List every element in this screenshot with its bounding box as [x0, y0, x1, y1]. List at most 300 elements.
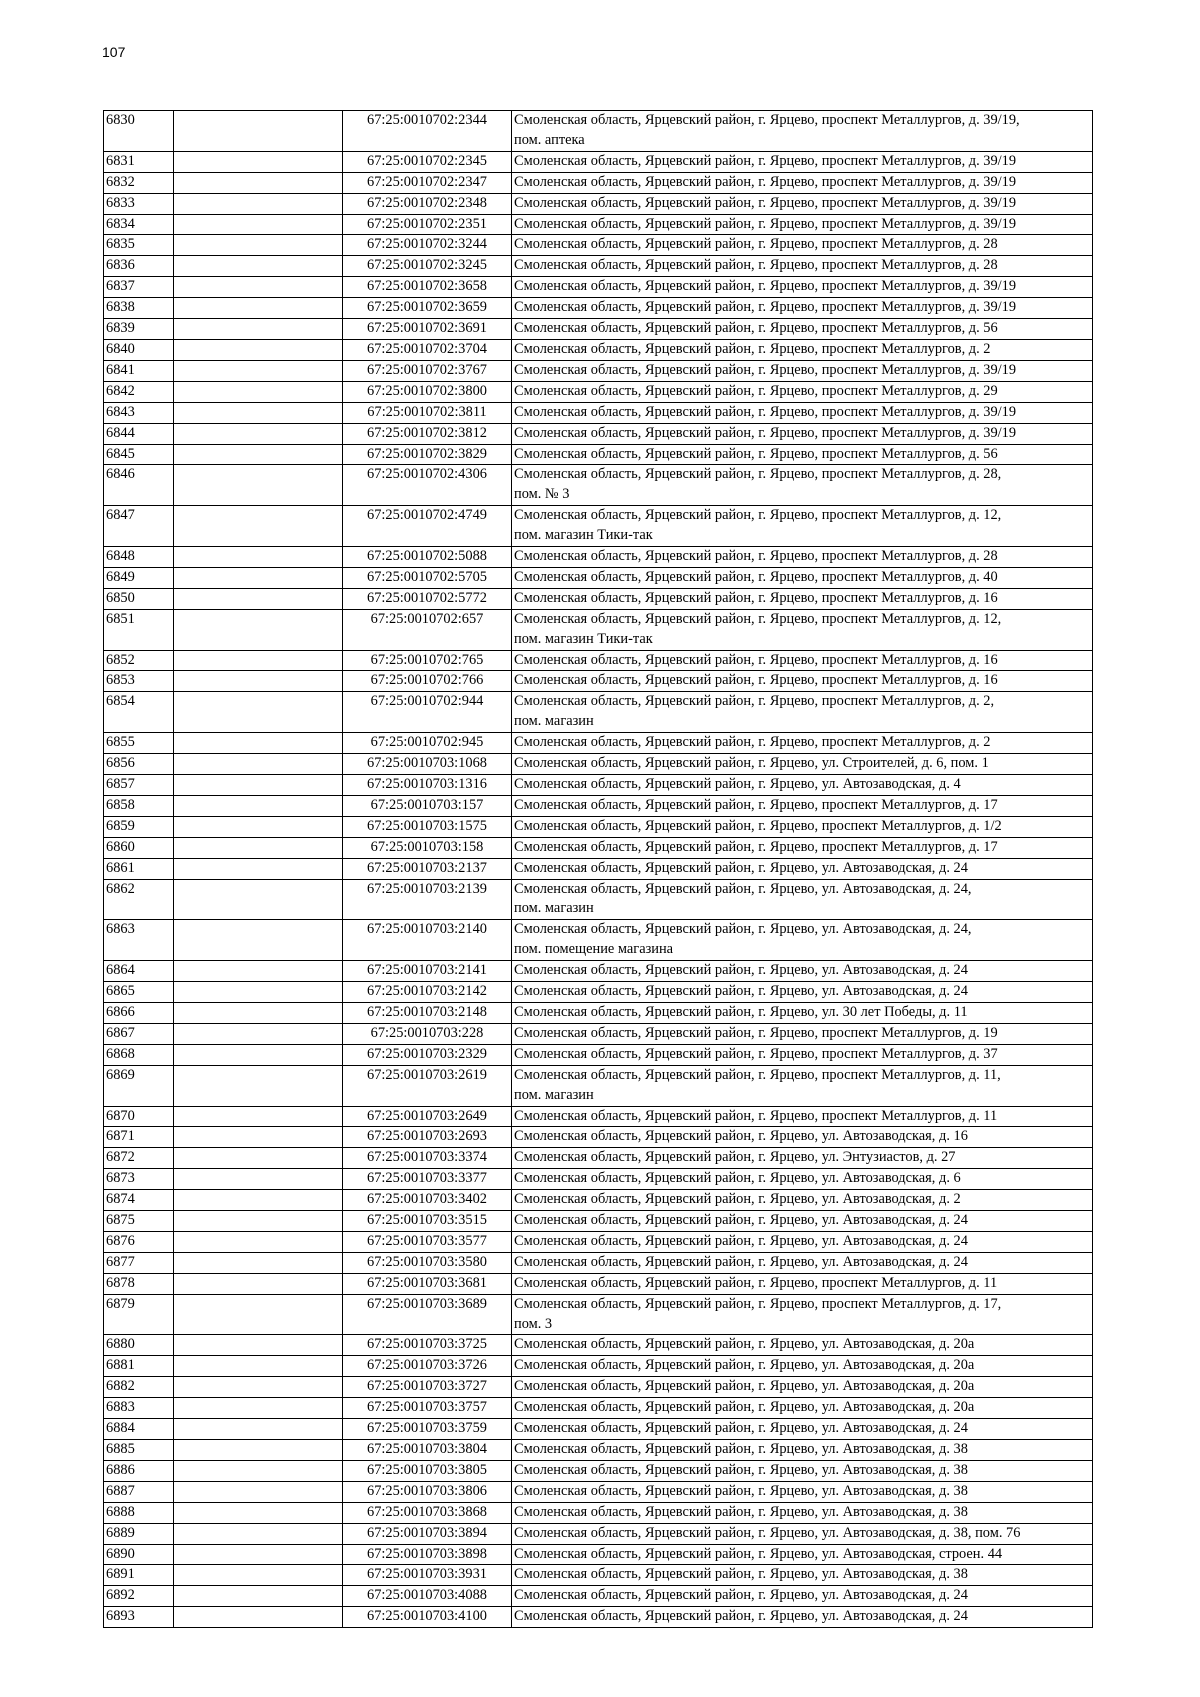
- address-cell: Смоленская область, Ярцевский район, г. Ярцево, проспект Металлургов, д. 17: [512, 837, 1093, 858]
- table-row: [104, 1377, 1093, 1398]
- empty-cell: [174, 1231, 343, 1252]
- row-number-cell: 6890: [104, 1544, 174, 1565]
- table-row: [104, 1211, 1093, 1232]
- cadastral-number-cell: 67:25:0010703:3689: [343, 1294, 512, 1335]
- table-row: [104, 1002, 1093, 1023]
- table-row: [104, 567, 1093, 588]
- row-number-cell: 6842: [104, 381, 174, 402]
- address-cell: Смоленская область, Ярцевский район, г. Ярцево, ул. Автозаводская, д. 20а: [512, 1335, 1093, 1356]
- address-cell: Смоленская область, Ярцевский район, г. Ярцево, проспект Металлургов, д. 28: [512, 235, 1093, 256]
- row-number-cell: 6834: [104, 214, 174, 235]
- row-number-cell: 6855: [104, 733, 174, 754]
- empty-cell: [174, 402, 343, 423]
- empty-cell: [174, 567, 343, 588]
- table-row: [104, 1460, 1093, 1481]
- address-cell: Смоленская область, Ярцевский район, г. Ярцево, ул. Автозаводская, д. 24: [512, 858, 1093, 879]
- address-cell: Смоленская область, Ярцевский район, г. Ярцево, проспект Металлургов, д. 39/19, пом. аптека: [512, 111, 1093, 152]
- row-number-cell: 6863: [104, 920, 174, 961]
- cadastral-number-cell: 67:25:0010702:3767: [343, 360, 512, 381]
- row-number-cell: 6876: [104, 1231, 174, 1252]
- cadastral-number-cell: 67:25:0010702:945: [343, 733, 512, 754]
- table-row: [104, 277, 1093, 298]
- row-number-cell: 6891: [104, 1565, 174, 1586]
- empty-cell: [174, 1419, 343, 1440]
- row-number-cell: 6878: [104, 1273, 174, 1294]
- cadastral-number-cell: 67:25:0010703:3377: [343, 1169, 512, 1190]
- row-number-cell: 6830: [104, 111, 174, 152]
- row-number-cell: 6887: [104, 1481, 174, 1502]
- cadastral-number-cell: 67:25:0010703:3577: [343, 1231, 512, 1252]
- address-cell: Смоленская область, Ярцевский район, г. Ярцево, ул. Автозаводская, д. 24: [512, 1211, 1093, 1232]
- address-cell: Смоленская область, Ярцевский район, г. Ярцево, проспект Металлургов, д. 12, пом. магазин Тики-так: [512, 506, 1093, 547]
- cadastral-number-cell: 67:25:0010702:5705: [343, 567, 512, 588]
- empty-cell: [174, 1106, 343, 1127]
- address-cell: Смоленская область, Ярцевский район, г. Ярцево, проспект Металлургов, д. 11, пом. магазин: [512, 1065, 1093, 1106]
- row-number-cell: 6841: [104, 360, 174, 381]
- table-row: [104, 214, 1093, 235]
- address-cell: Смоленская область, Ярцевский район, г. Ярцево, ул. Автозаводская, д. 24: [512, 1231, 1093, 1252]
- row-number-cell: 6872: [104, 1148, 174, 1169]
- table-row: [104, 1607, 1093, 1628]
- address-cell: Смоленская область, Ярцевский район, г. Ярцево, ул. Автозаводская, д. 38: [512, 1502, 1093, 1523]
- table-row: [104, 1169, 1093, 1190]
- table-row: [104, 1190, 1093, 1211]
- address-cell: Смоленская область, Ярцевский район, г. Ярцево, ул. 30 лет Победы, д. 11: [512, 1002, 1093, 1023]
- table-row: [104, 588, 1093, 609]
- cadastral-number-cell: 67:25:0010703:3898: [343, 1544, 512, 1565]
- row-number-cell: 6893: [104, 1607, 174, 1628]
- empty-cell: [174, 733, 343, 754]
- table-row: [104, 733, 1093, 754]
- address-cell: Смоленская область, Ярцевский район, г. Ярцево, ул. Автозаводская, д. 38: [512, 1481, 1093, 1502]
- cadastral-number-cell: 67:25:0010702:3811: [343, 402, 512, 423]
- table-row: [104, 1044, 1093, 1065]
- address-cell: Смоленская область, Ярцевский район, г. Ярцево, ул. Автозаводская, д. 4: [512, 775, 1093, 796]
- empty-cell: [174, 1460, 343, 1481]
- empty-cell: [174, 1127, 343, 1148]
- empty-cell: [174, 277, 343, 298]
- cadastral-number-cell: 67:25:0010703:3806: [343, 1481, 512, 1502]
- row-number-cell: 6862: [104, 879, 174, 920]
- row-number-cell: 6856: [104, 754, 174, 775]
- address-cell: Смоленская область, Ярцевский район, г. Ярцево, проспект Металлургов, д. 16: [512, 588, 1093, 609]
- row-number-cell: 6832: [104, 172, 174, 193]
- registry-table-body: [104, 111, 1093, 1628]
- address-cell: Смоленская область, Ярцевский район, г. Ярцево, проспект Металлургов, д. 29: [512, 381, 1093, 402]
- cadastral-number-cell: 67:25:0010703:1068: [343, 754, 512, 775]
- empty-cell: [174, 1294, 343, 1335]
- table-row: [104, 1231, 1093, 1252]
- address-cell: Смоленская область, Ярцевский район, г. Ярцево, ул. Автозаводская, д. 38: [512, 1440, 1093, 1461]
- table-row: [104, 982, 1093, 1003]
- empty-cell: [174, 444, 343, 465]
- table-row: [104, 1065, 1093, 1106]
- table-row: [104, 816, 1093, 837]
- address-cell: Смоленская область, Ярцевский район, г. Ярцево, ул. Автозаводская, д. 2: [512, 1190, 1093, 1211]
- cadastral-number-cell: 67:25:0010702:2347: [343, 172, 512, 193]
- cadastral-number-cell: 67:25:0010702:3244: [343, 235, 512, 256]
- empty-cell: [174, 193, 343, 214]
- row-number-cell: 6851: [104, 609, 174, 650]
- table-row: [104, 961, 1093, 982]
- address-cell: Смоленская область, Ярцевский район, г. Ярцево, проспект Металлургов, д. 1/2: [512, 816, 1093, 837]
- cadastral-number-cell: 67:25:0010703:4100: [343, 1607, 512, 1628]
- empty-cell: [174, 1211, 343, 1232]
- address-cell: Смоленская область, Ярцевский район, г. Ярцево, проспект Металлургов, д. 2, пом. магазин: [512, 692, 1093, 733]
- cadastral-number-cell: 67:25:0010702:4749: [343, 506, 512, 547]
- row-number-cell: 6880: [104, 1335, 174, 1356]
- table-row: [104, 775, 1093, 796]
- empty-cell: [174, 920, 343, 961]
- empty-cell: [174, 588, 343, 609]
- cadastral-number-cell: 67:25:0010703:3727: [343, 1377, 512, 1398]
- empty-cell: [174, 172, 343, 193]
- address-cell: Смоленская область, Ярцевский район, г. Ярцево, проспект Металлургов, д. 16: [512, 671, 1093, 692]
- table-row: [104, 920, 1093, 961]
- table-row: [104, 547, 1093, 568]
- table-row: [104, 381, 1093, 402]
- address-cell: Смоленская область, Ярцевский район, г. Ярцево, ул. Автозаводская, строен. 44: [512, 1544, 1093, 1565]
- row-number-cell: 6868: [104, 1044, 174, 1065]
- empty-cell: [174, 111, 343, 152]
- row-number-cell: 6852: [104, 650, 174, 671]
- empty-cell: [174, 775, 343, 796]
- table-row: [104, 1523, 1093, 1544]
- registry-table: [103, 110, 1093, 1628]
- table-row: [104, 650, 1093, 671]
- address-cell: Смоленская область, Ярцевский район, г. Ярцево, ул. Автозаводская, д. 20а: [512, 1356, 1093, 1377]
- cadastral-number-cell: 67:25:0010702:2345: [343, 151, 512, 172]
- address-cell: Смоленская область, Ярцевский район, г. Ярцево, ул. Автозаводская, д. 24: [512, 1419, 1093, 1440]
- row-number-cell: 6874: [104, 1190, 174, 1211]
- empty-cell: [174, 214, 343, 235]
- row-number-cell: 6879: [104, 1294, 174, 1335]
- table-row: [104, 172, 1093, 193]
- empty-cell: [174, 1148, 343, 1169]
- address-cell: Смоленская область, Ярцевский район, г. Ярцево, проспект Металлургов, д. 56: [512, 444, 1093, 465]
- table-row: [104, 795, 1093, 816]
- cadastral-number-cell: 67:25:0010703:3725: [343, 1335, 512, 1356]
- cadastral-number-cell: 67:25:0010703:4088: [343, 1586, 512, 1607]
- empty-cell: [174, 1356, 343, 1377]
- table-row: [104, 111, 1093, 152]
- address-cell: Смоленская область, Ярцевский район, г. Ярцево, проспект Металлургов, д. 39/19: [512, 193, 1093, 214]
- empty-cell: [174, 1398, 343, 1419]
- row-number-cell: 6844: [104, 423, 174, 444]
- cadastral-number-cell: 67:25:0010703:2649: [343, 1106, 512, 1127]
- address-cell: Смоленская область, Ярцевский район, г. Ярцево, проспект Металлургов, д. 39/19: [512, 151, 1093, 172]
- cadastral-number-cell: 67:25:0010703:2619: [343, 1065, 512, 1106]
- table-row: [104, 1419, 1093, 1440]
- row-number-cell: 6866: [104, 1002, 174, 1023]
- cadastral-number-cell: 67:25:0010702:3800: [343, 381, 512, 402]
- empty-cell: [174, 816, 343, 837]
- empty-cell: [174, 1481, 343, 1502]
- cadastral-number-cell: 67:25:0010702:3659: [343, 298, 512, 319]
- table-row: [104, 1565, 1093, 1586]
- table-row: [104, 1273, 1093, 1294]
- address-cell: Смоленская область, Ярцевский район, г. Ярцево, ул. Автозаводская, д. 24, пом. магазин: [512, 879, 1093, 920]
- address-cell: Смоленская область, Ярцевский район, г. Ярцево, ул. Автозаводская, д. 20а: [512, 1377, 1093, 1398]
- empty-cell: [174, 754, 343, 775]
- row-number-cell: 6871: [104, 1127, 174, 1148]
- table-row: [104, 1252, 1093, 1273]
- table-row: [104, 1398, 1093, 1419]
- empty-cell: [174, 1586, 343, 1607]
- row-number-cell: 6885: [104, 1440, 174, 1461]
- row-number-cell: 6889: [104, 1523, 174, 1544]
- address-cell: Смоленская область, Ярцевский район, г. Ярцево, ул. Автозаводская, д. 24: [512, 1607, 1093, 1628]
- empty-cell: [174, 1065, 343, 1106]
- row-number-cell: 6881: [104, 1356, 174, 1377]
- table-row: [104, 1148, 1093, 1169]
- empty-cell: [174, 1002, 343, 1023]
- table-row: [104, 692, 1093, 733]
- address-cell: Смоленская область, Ярцевский район, г. Ярцево, ул. Автозаводская, д. 38: [512, 1460, 1093, 1481]
- row-number-cell: 6883: [104, 1398, 174, 1419]
- empty-cell: [174, 858, 343, 879]
- table-row: [104, 339, 1093, 360]
- address-cell: Смоленская область, Ярцевский район, г. Ярцево, проспект Металлургов, д. 56: [512, 319, 1093, 340]
- empty-cell: [174, 1252, 343, 1273]
- row-number-cell: 6870: [104, 1106, 174, 1127]
- empty-cell: [174, 1502, 343, 1523]
- address-cell: Смоленская область, Ярцевский район, г. Ярцево, проспект Металлургов, д. 39/19: [512, 277, 1093, 298]
- table-row: [104, 837, 1093, 858]
- cadastral-number-cell: 67:25:0010703:3759: [343, 1419, 512, 1440]
- row-number-cell: 6833: [104, 193, 174, 214]
- address-cell: Смоленская область, Ярцевский район, г. Ярцево, ул. Автозаводская, д. 20а: [512, 1398, 1093, 1419]
- cadastral-number-cell: 67:25:0010703:2139: [343, 879, 512, 920]
- row-number-cell: 6835: [104, 235, 174, 256]
- cadastral-number-cell: 67:25:0010702:657: [343, 609, 512, 650]
- table-row: [104, 671, 1093, 692]
- empty-cell: [174, 1523, 343, 1544]
- cadastral-number-cell: 67:25:0010703:2141: [343, 961, 512, 982]
- empty-cell: [174, 650, 343, 671]
- table-row: [104, 1106, 1093, 1127]
- address-cell: Смоленская область, Ярцевский район, г. Ярцево, ул. Автозаводская, д. 6: [512, 1169, 1093, 1190]
- table-row: [104, 1335, 1093, 1356]
- address-cell: Смоленская область, Ярцевский район, г. Ярцево, проспект Металлургов, д. 37: [512, 1044, 1093, 1065]
- cadastral-number-cell: 67:25:0010703:2137: [343, 858, 512, 879]
- cadastral-number-cell: 67:25:0010702:3829: [343, 444, 512, 465]
- address-cell: Смоленская область, Ярцевский район, г. Ярцево, ул. Автозаводская, д. 38, пом. 76: [512, 1523, 1093, 1544]
- row-number-cell: 6860: [104, 837, 174, 858]
- empty-cell: [174, 506, 343, 547]
- table-row: [104, 360, 1093, 381]
- row-number-cell: 6882: [104, 1377, 174, 1398]
- table-row: [104, 193, 1093, 214]
- address-cell: Смоленская область, Ярцевский район, г. Ярцево, проспект Металлургов, д. 11: [512, 1106, 1093, 1127]
- cadastral-number-cell: 67:25:0010703:3868: [343, 1502, 512, 1523]
- cadastral-number-cell: 67:25:0010703:3931: [343, 1565, 512, 1586]
- address-cell: Смоленская область, Ярцевский район, г. Ярцево, ул. Автозаводская, д. 16: [512, 1127, 1093, 1148]
- row-number-cell: 6850: [104, 588, 174, 609]
- empty-cell: [174, 151, 343, 172]
- empty-cell: [174, 1335, 343, 1356]
- cadastral-number-cell: 67:25:0010702:3812: [343, 423, 512, 444]
- table-row: [104, 256, 1093, 277]
- row-number-cell: 6845: [104, 444, 174, 465]
- row-number-cell: 6859: [104, 816, 174, 837]
- cadastral-number-cell: 67:25:0010703:3681: [343, 1273, 512, 1294]
- address-cell: Смоленская область, Ярцевский район, г. Ярцево, ул. Автозаводская, д. 24: [512, 1586, 1093, 1607]
- cadastral-number-cell: 67:25:0010703:3757: [343, 1398, 512, 1419]
- address-cell: Смоленская область, Ярцевский район, г. Ярцево, проспект Металлургов, д. 39/19: [512, 172, 1093, 193]
- cadastral-number-cell: 67:25:0010702:944: [343, 692, 512, 733]
- cadastral-number-cell: 67:25:0010702:2351: [343, 214, 512, 235]
- address-cell: Смоленская область, Ярцевский район, г. Ярцево, проспект Металлургов, д. 28: [512, 256, 1093, 277]
- empty-cell: [174, 235, 343, 256]
- empty-cell: [174, 837, 343, 858]
- cadastral-number-cell: 67:25:0010703:3894: [343, 1523, 512, 1544]
- address-cell: Смоленская область, Ярцевский район, г. Ярцево, проспект Металлургов, д. 39/19: [512, 423, 1093, 444]
- row-number-cell: 6837: [104, 277, 174, 298]
- cadastral-number-cell: 67:25:0010702:3245: [343, 256, 512, 277]
- empty-cell: [174, 339, 343, 360]
- cadastral-number-cell: 67:25:0010702:4306: [343, 465, 512, 506]
- empty-cell: [174, 692, 343, 733]
- row-number-cell: 6875: [104, 1211, 174, 1232]
- table-row: [104, 506, 1093, 547]
- cadastral-number-cell: 67:25:0010703:3374: [343, 1148, 512, 1169]
- row-number-cell: 6864: [104, 961, 174, 982]
- cadastral-number-cell: 67:25:0010702:3691: [343, 319, 512, 340]
- cadastral-number-cell: 67:25:0010703:3515: [343, 1211, 512, 1232]
- row-number-cell: 6848: [104, 547, 174, 568]
- empty-cell: [174, 1190, 343, 1211]
- address-cell: Смоленская область, Ярцевский район, г. Ярцево, ул. Энтузиастов, д. 27: [512, 1148, 1093, 1169]
- cadastral-number-cell: 67:25:0010703:228: [343, 1023, 512, 1044]
- empty-cell: [174, 423, 343, 444]
- row-number-cell: 6854: [104, 692, 174, 733]
- table-row: [104, 858, 1093, 879]
- address-cell: Смоленская область, Ярцевский район, г. Ярцево, ул. Строителей, д. 6, пом. 1: [512, 754, 1093, 775]
- row-number-cell: 6873: [104, 1169, 174, 1190]
- cadastral-number-cell: 67:25:0010702:766: [343, 671, 512, 692]
- address-cell: Смоленская область, Ярцевский район, г. Ярцево, проспект Металлургов, д. 39/19: [512, 214, 1093, 235]
- empty-cell: [174, 1440, 343, 1461]
- page-number: 107: [102, 44, 126, 60]
- row-number-cell: 6865: [104, 982, 174, 1003]
- cadastral-number-cell: 67:25:0010702:5088: [343, 547, 512, 568]
- empty-cell: [174, 256, 343, 277]
- cadastral-number-cell: 67:25:0010703:3805: [343, 1460, 512, 1481]
- table-row: [104, 319, 1093, 340]
- table-row: [104, 1544, 1093, 1565]
- cadastral-number-cell: 67:25:0010703:2142: [343, 982, 512, 1003]
- table-row: [104, 444, 1093, 465]
- empty-cell: [174, 879, 343, 920]
- cadastral-number-cell: 67:25:0010703:2693: [343, 1127, 512, 1148]
- row-number-cell: 6886: [104, 1460, 174, 1481]
- table-row: [104, 402, 1093, 423]
- cadastral-number-cell: 67:25:0010702:5772: [343, 588, 512, 609]
- table-row: [104, 1023, 1093, 1044]
- table-row: [104, 1356, 1093, 1377]
- cadastral-number-cell: 67:25:0010703:1316: [343, 775, 512, 796]
- cadastral-number-cell: 67:25:0010703:3726: [343, 1356, 512, 1377]
- table-row: [104, 1481, 1093, 1502]
- empty-cell: [174, 671, 343, 692]
- table-row: [104, 1502, 1093, 1523]
- address-cell: Смоленская область, Ярцевский район, г. Ярцево, ул. Автозаводская, д. 24: [512, 1252, 1093, 1273]
- row-number-cell: 6840: [104, 339, 174, 360]
- row-number-cell: 6839: [104, 319, 174, 340]
- table-row: [104, 879, 1093, 920]
- row-number-cell: 6867: [104, 1023, 174, 1044]
- row-number-cell: 6853: [104, 671, 174, 692]
- address-cell: Смоленская область, Ярцевский район, г. Ярцево, ул. Автозаводская, д. 24: [512, 982, 1093, 1003]
- row-number-cell: 6869: [104, 1065, 174, 1106]
- row-number-cell: 6884: [104, 1419, 174, 1440]
- cadastral-number-cell: 67:25:0010703:2148: [343, 1002, 512, 1023]
- cadastral-number-cell: 67:25:0010702:765: [343, 650, 512, 671]
- empty-cell: [174, 465, 343, 506]
- row-number-cell: 6877: [104, 1252, 174, 1273]
- table-row: [104, 298, 1093, 319]
- address-cell: Смоленская область, Ярцевский район, г. Ярцево, проспект Металлургов, д. 39/19: [512, 298, 1093, 319]
- cadastral-number-cell: 67:25:0010703:3804: [343, 1440, 512, 1461]
- address-cell: Смоленская область, Ярцевский район, г. Ярцево, ул. Автозаводская, д. 38: [512, 1565, 1093, 1586]
- row-number-cell: 6831: [104, 151, 174, 172]
- table-row: [104, 1440, 1093, 1461]
- table-row: [104, 423, 1093, 444]
- empty-cell: [174, 1607, 343, 1628]
- address-cell: Смоленская область, Ярцевский район, г. Ярцево, ул. Автозаводская, д. 24: [512, 961, 1093, 982]
- row-number-cell: 6861: [104, 858, 174, 879]
- address-cell: Смоленская область, Ярцевский район, г. Ярцево, проспект Металлургов, д. 17, пом. 3: [512, 1294, 1093, 1335]
- empty-cell: [174, 1273, 343, 1294]
- empty-cell: [174, 547, 343, 568]
- row-number-cell: 6888: [104, 1502, 174, 1523]
- address-cell: Смоленская область, Ярцевский район, г. Ярцево, проспект Металлургов, д. 12, пом. магазин Тики-так: [512, 609, 1093, 650]
- address-cell: Смоленская область, Ярцевский район, г. Ярцево, проспект Металлургов, д. 2: [512, 733, 1093, 754]
- row-number-cell: 6836: [104, 256, 174, 277]
- table-row: [104, 465, 1093, 506]
- cadastral-number-cell: 67:25:0010703:2140: [343, 920, 512, 961]
- row-number-cell: 6838: [104, 298, 174, 319]
- row-number-cell: 6846: [104, 465, 174, 506]
- table-row: [104, 1586, 1093, 1607]
- empty-cell: [174, 1023, 343, 1044]
- empty-cell: [174, 1544, 343, 1565]
- row-number-cell: 6892: [104, 1586, 174, 1607]
- empty-cell: [174, 961, 343, 982]
- empty-cell: [174, 1044, 343, 1065]
- row-number-cell: 6843: [104, 402, 174, 423]
- cadastral-number-cell: 67:25:0010702:3704: [343, 339, 512, 360]
- cadastral-number-cell: 67:25:0010703:3580: [343, 1252, 512, 1273]
- empty-cell: [174, 609, 343, 650]
- table-row: [104, 609, 1093, 650]
- table-row: [104, 1127, 1093, 1148]
- address-cell: Смоленская область, Ярцевский район, г. Ярцево, проспект Металлургов, д. 2: [512, 339, 1093, 360]
- cadastral-number-cell: 67:25:0010702:2344: [343, 111, 512, 152]
- empty-cell: [174, 381, 343, 402]
- table-row: [104, 151, 1093, 172]
- row-number-cell: 6849: [104, 567, 174, 588]
- row-number-cell: 6858: [104, 795, 174, 816]
- empty-cell: [174, 795, 343, 816]
- address-cell: Смоленская область, Ярцевский район, г. Ярцево, проспект Металлургов, д. 17: [512, 795, 1093, 816]
- address-cell: Смоленская область, Ярцевский район, г. Ярцево, проспект Металлургов, д. 19: [512, 1023, 1093, 1044]
- empty-cell: [174, 319, 343, 340]
- cadastral-number-cell: 67:25:0010702:3658: [343, 277, 512, 298]
- cadastral-number-cell: 67:25:0010703:1575: [343, 816, 512, 837]
- empty-cell: [174, 1565, 343, 1586]
